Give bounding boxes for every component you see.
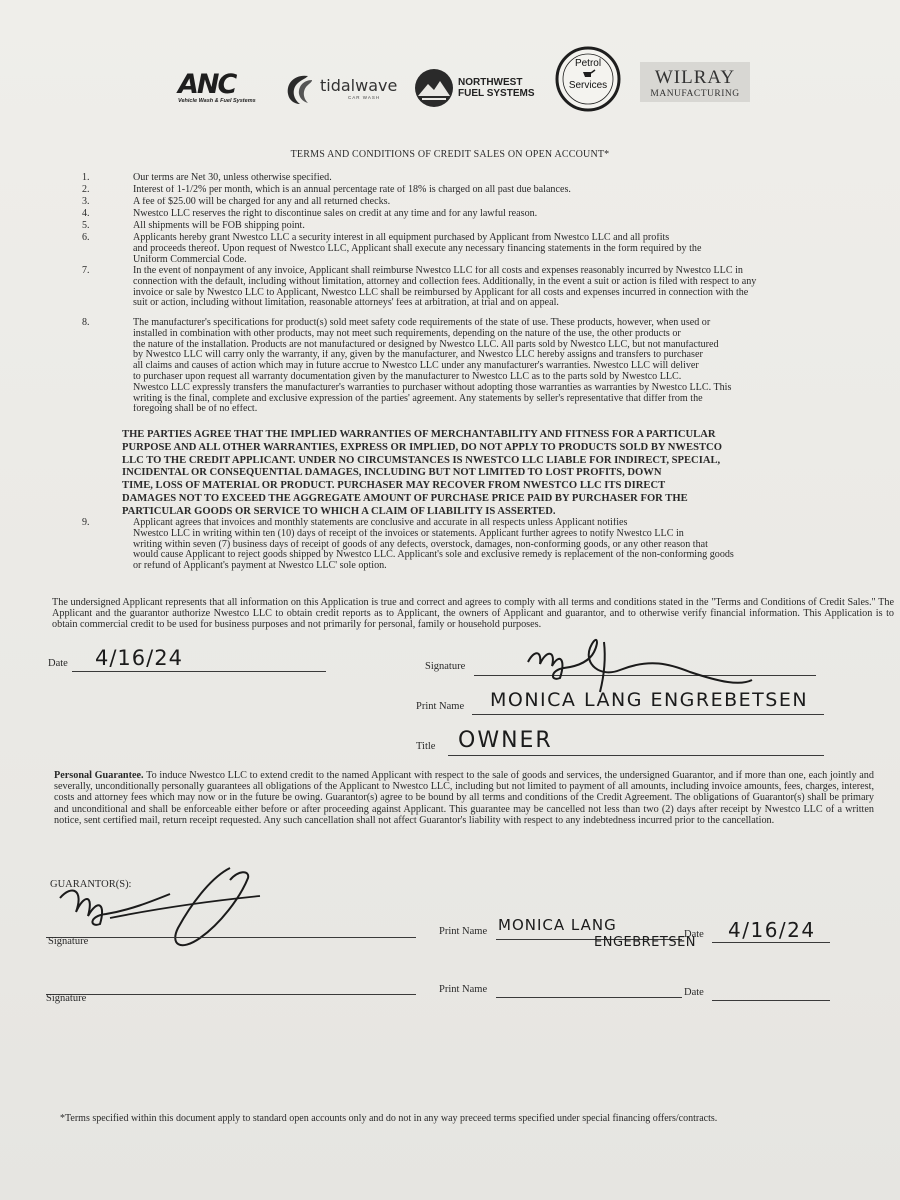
anc-logo — [178, 69, 264, 104]
guarantor-print-name2-line — [496, 997, 682, 998]
applicant-print-name-value: MONICA LANG ENGREBETSEN — [490, 689, 809, 711]
term-line: DAMAGES NOT TO EXCEED THE AGGREGATE AMOUNT OF PURCHASE PRICE PAID BY PURCHASER FOR THE — [122, 492, 688, 504]
guarantor-date2-line — [712, 1000, 830, 1001]
guarantor-print-name-label: Print Name — [439, 926, 488, 937]
term-line: installed in combination with other products, may not meet such requirements, depending on the nature of the use, the other products or — [133, 328, 681, 339]
term-number: 6. — [82, 232, 90, 243]
term-line: connection with the default, including without limitation, attorney and collection fees. Additionally, in the event a suit or action is filed with respect to any — [133, 276, 757, 287]
term-line: foregoing shall be of no effect. — [133, 404, 258, 415]
term-line: writing within seven (7) business days of receipt of goods of any defects, overstock, damages, non-conforming goods, or any other reason that — [133, 539, 708, 550]
term-line: or refund of Applicant's payment at Nwestco LLC' sole option. — [133, 561, 387, 572]
term-line: LLC TO THE CREDIT APPLICANT. UNDER NO CIRCUMSTANCES IS NWESTCO LLC LIABLE FOR INDIRECT, SPECIAL, — [122, 454, 721, 466]
northwest-logo — [414, 68, 540, 108]
term-text — [133, 185, 848, 196]
guarantor-label: GUARANTOR(S): — [50, 879, 132, 890]
term-number: 8. — [82, 317, 90, 328]
guarantor-print-name2-label: Print Name — [439, 984, 488, 995]
term-line: and proceeds thereof. Upon request of Nwestco LLC, Applicant shall execute any necessary financing statements in the form required by the — [133, 243, 702, 254]
applicant-title-label: Title — [416, 741, 436, 752]
term-line: Nwestco LLC in writing within ten (10) days of receipt of the invoices or statements. Applicant further agrees to notify Nwestco LLC in — [133, 528, 684, 539]
term-number: 2. — [82, 184, 90, 195]
term-line: All shipments will be FOB shipping point. — [133, 221, 305, 231]
term-line: Nwestco LLC reserves the right to discontinue sales on credit at any time and for any lawful reason. — [133, 209, 538, 219]
term-number: 9. — [82, 517, 90, 528]
term-number: 5. — [82, 220, 90, 231]
wave-icon — [282, 70, 318, 106]
applicant-print-name-line — [472, 714, 824, 715]
term-line: Uniform Commercial Code. — [133, 254, 247, 265]
term-text — [133, 197, 848, 208]
term-text — [133, 233, 848, 265]
term-line: A fee of $25.00 will be charged for any and all returned checks. — [133, 197, 391, 207]
applicant-title-value: OWNER — [458, 728, 553, 753]
applicant-signature — [520, 620, 760, 700]
tidalwave-logo-tagline: CAR WASH — [348, 95, 381, 100]
wilray-logo — [640, 62, 750, 102]
term-line: Nwestco LLC expressly transfers the manufacturer's warranties to purchaser without adopting those warranties as warranties by Nwestco LLC. This — [133, 382, 732, 393]
term-line: invoice or sale by Nwestco LLC to Applicant, Nwestco LLC shall be reimbursed by Applicant for all costs and expenses incurred in connection with the — [133, 287, 749, 298]
petrol-logo-line1: Petrol — [574, 58, 602, 69]
applicant-signature-label: Signature — [425, 661, 466, 672]
term-line: Applicants hereby grant Nwestco LLC a security interest in all equipment purchased by Applicant from Nwestco LLC and all profits — [133, 233, 670, 243]
applicant-date-line — [72, 671, 326, 672]
term-line: PURPOSE AND ALL OTHER WARRANTIES, EXPRESS OR IMPLIED, DO NOT APPLY TO PRODUCTS SOLD BY NWESTCO — [122, 441, 722, 453]
term-text — [133, 266, 848, 309]
personal-guarantee-heading: Personal Guarantee. — [54, 770, 144, 781]
guarantor-print-name-line1: MONICA LANG — [498, 916, 617, 934]
term-line: THE PARTIES AGREE THAT THE IMPLIED WARRANTIES OF MERCHANTABILITY AND FITNESS FOR A PARTICULAR — [122, 429, 716, 440]
anc-logo-tagline: Vehicle Wash & Fuel Systems — [178, 98, 256, 104]
term-line: the nature of the installation. Products are not manufactured or designed by Nwestco LLC. All parts sold by Nwestco LLC, but not manufactured — [133, 339, 719, 350]
term-line: writing is the final, complete and exclusive expression of the parties' agreement. Any statements by seller's representative that differ from the — [133, 393, 703, 404]
term-text — [133, 518, 848, 572]
wilray-logo-line2: MANUFACTURING — [650, 89, 740, 99]
term-line: Our terms are Net 30, unless otherwise specified. — [133, 173, 332, 183]
northwest-logo-line1: NORTHWEST — [458, 77, 523, 88]
term-text — [133, 221, 848, 232]
applicant-representation: The undersigned Applicant represents that all information on this Application is true and correct and agrees to comply with all terms and conditions stated in the "Terms and Conditions of Credit Sales." The Applicant and the guarantor authorize Nwestco LLC to obtain credit reports as to Applicant, the owners of Applicant and guarantor, and to otherwise verify financial information. This Application is to obtain commercial credit to be used for business purposes and not primarily for personal, family or household purposes. — [52, 597, 894, 631]
footnote: *Terms specified within this document apply to standard open accounts only and do not in any way preceed terms specified under special financing offers/contracts. — [60, 1113, 718, 1124]
term-number: 4. — [82, 208, 90, 219]
petrol-services-logo — [555, 46, 621, 112]
term-line: suit or action, including without limitation, reasonable attorneys' fees at arbitration, at trial and on appeal. — [133, 298, 559, 309]
guarantor-print-name-line2: ENGEBRETSEN — [594, 935, 697, 950]
term-number: 3. — [82, 196, 90, 207]
guarantor-signature2-line — [46, 994, 416, 995]
term-line: PARTICULAR GOODS OR SERVICE TO WHICH A CLAIM OF LIABILITY IS ASSERTED. — [122, 505, 556, 517]
guarantor-signature-label: Signature — [48, 936, 89, 947]
applicant-date-value: 4/16/24 — [95, 646, 183, 670]
term-line: In the event of nonpayment of any invoice, Applicant shall reimburse Nwestco LLC for all costs and expenses reasonably incurred by Nwestco LLC in — [133, 266, 743, 276]
logo-bar — [0, 46, 900, 116]
petrol-logo-line2: Services — [568, 80, 608, 91]
term-number: 1. — [82, 172, 90, 183]
guarantor-date-value: 4/16/24 — [728, 918, 816, 942]
term-line: all claims and causes of action which may in future accrue to Nwestco LLC under any manufacturer's warranties. Nwestco LLC will deliver — [133, 361, 699, 372]
term-text — [133, 318, 848, 415]
term-text — [122, 429, 850, 519]
guarantor-date2-label: Date — [684, 987, 704, 998]
applicant-date-label: Date — [48, 658, 68, 669]
guarantor-signature-line — [46, 937, 416, 938]
northwest-logo-line2: FUEL SYSTEMS — [458, 88, 535, 99]
applicant-print-name-label: Print Name — [416, 701, 465, 712]
term-text — [133, 173, 848, 184]
tidalwave-logo-name: tidalwave — [320, 76, 398, 95]
term-line: TIME, LOSS OF MATERIAL OR PRODUCT. PURCHASER MAY RECOVER FROM NWESTCO LLC ITS DIRECT — [122, 480, 666, 492]
mountain-icon — [414, 68, 454, 108]
guarantor-signature2-label: Signature — [46, 993, 87, 1004]
term-line: Applicant agrees that invoices and monthly statements are conclusive and accurate in all respects unless Applicant notifies — [133, 518, 628, 528]
term-line: The manufacturer's specifications for product(s) sold meet safety code requirements of the state of use. These products, however, when used or — [133, 318, 711, 328]
anc-logo-name: ANC — [178, 69, 236, 100]
wilray-logo-line1: WILRAY — [654, 67, 736, 88]
term-line: to purchaser upon request all warranty documentation given by the manufacturer to Nwestco LLC as to the parts sold by Nwestco LLC. — [133, 371, 682, 382]
personal-guarantee — [54, 770, 874, 826]
term-line: by Nwestco LLC will carry only the warranty, if any, given by the manufacturer, and Nwestco LLC hereby assigns and transfers to purchaser — [133, 350, 703, 361]
tidalwave-logo — [282, 68, 400, 108]
term-line: would cause Applicant to reject goods shipped by Nwestco LLC. Applicant's sole and exclusive remedy is replacement of the non-conforming goods — [133, 550, 734, 561]
applicant-title-line — [448, 755, 824, 756]
guarantor-date-line — [712, 942, 830, 943]
document-title: TERMS AND CONDITIONS OF CREDIT SALES ON OPEN ACCOUNT* — [290, 149, 610, 160]
term-text — [133, 209, 848, 220]
petrol-seal-icon — [555, 46, 621, 112]
term-line: INCIDENTAL OR CONSEQUENTIAL DAMAGES, INCLUDING BUT NOT LIMITED TO LOST PROFITS, DOWN — [122, 467, 662, 479]
personal-guarantee-text: To induce Nwestco LLC to extend credit to the named Applicant with respect to the sale of goods and services, the undersigned Guarantor, and if more than one, each jointly and severally, unconditionally personally guarantees all obligations of the Applicant to Nwestco LLC, including but not limited to payment of all amounts, including invoice amounts, fees, charges, interest, costs and attorney fees which may now or in the future be owing. Guarantor(s) agree to be bound by all terms and conditions of the Credit Agreement. The obligations of Guarantor(s) shall be primary and unconditional and shall be enforceable either before or after proceeding against Applicant. This guarantee may be cancelled not less than two (2) days after receipt by Nwestco LLC of a written notice, sent certified mail, return receipt requested. Any such cancellation shall not affect Guarantor's liability with respect to any indebtedness incurred prior to the cancellation. — [54, 770, 874, 826]
guarantor-date-label: Date — [684, 929, 704, 940]
term-number: 7. — [82, 265, 90, 276]
term-line: Interest of 1-1/2% per month, which is an annual percentage rate of 18% is charged on all past due balances. — [133, 185, 571, 195]
